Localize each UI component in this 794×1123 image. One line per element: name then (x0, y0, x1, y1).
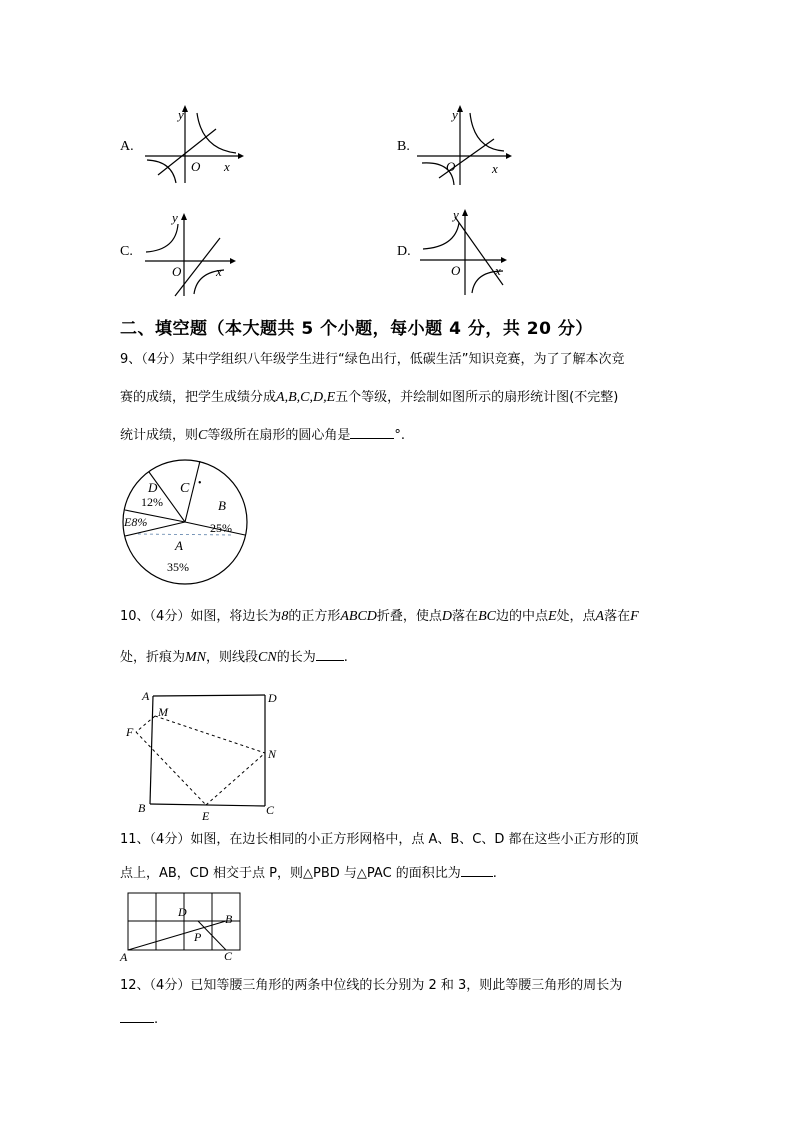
axis-y-label: y (172, 210, 178, 225)
q10-var: D (441, 609, 453, 624)
axis-y-label: y (178, 107, 184, 122)
fold-label-d: D (268, 691, 277, 705)
q10-text: ，则线段 (206, 650, 259, 665)
grid-label-c: C (224, 949, 233, 963)
q12-line2 (120, 1008, 158, 1030)
pie-label-b: B (218, 498, 226, 513)
fold-label-m: M (158, 705, 168, 719)
q10-text: 落在 (452, 609, 479, 624)
grid-label-a: A (120, 950, 128, 964)
axis-x-label: x (492, 161, 498, 176)
option-d-label: D. (397, 244, 411, 259)
option-c-label: C. (120, 244, 133, 259)
grid-label-d: D (178, 905, 187, 919)
grid-label-p: P (194, 930, 202, 944)
origin-label: O (172, 264, 182, 279)
q12-line1: 12、（4分）已知等腰三角形的两条中位线的长分别为 2 和 3，则此等腰三角形的周长为 (120, 978, 623, 993)
q10-var: E (547, 609, 557, 624)
q9-line3 (120, 424, 405, 446)
q10-line1 (120, 607, 639, 627)
q10-text: . (343, 650, 348, 665)
axis-y-label: y (452, 107, 458, 122)
pie-pct-b: 25% (210, 521, 232, 535)
fold-label-n: N (268, 747, 277, 761)
q10-text: 落在 (604, 609, 631, 624)
fold-label-b: B (138, 801, 146, 815)
option-b-graph (412, 103, 522, 185)
q10-var: F (630, 609, 639, 624)
q10-var: MN (185, 650, 207, 665)
axis-x-label: x (495, 263, 501, 278)
q10-text: 10、（4分）如图，将边长为 (120, 609, 282, 624)
grid-diagram (118, 890, 248, 964)
option-a-label: A. (120, 139, 134, 154)
origin-label: O (446, 159, 456, 174)
q9-text: 统计成绩，则 (120, 428, 199, 443)
pie-pct-a: 35% (167, 560, 189, 574)
option-c-graph (140, 210, 250, 298)
q10-var: 8 (281, 609, 289, 624)
pie-label-e: E8% (124, 515, 148, 529)
fold-label-c: C (266, 803, 275, 817)
q9-line1: 9、（4分）某中学组织八年级学生进行“绿色出行，低碳生活”知识竞赛，为了了解本次竞 (120, 352, 625, 367)
q10-text: 的长为 (276, 650, 316, 665)
section-title: 二、填空题（本大题共 5 个小题，每小题 4 分，共 20 分） (120, 319, 593, 339)
fold-label-f: F (126, 725, 134, 739)
q11-text: 点上，AB，CD 相交于点 P，则△PBD 与△PAC 的面积比为 (120, 866, 461, 881)
answer-blank[interactable] (120, 1008, 154, 1023)
answer-blank[interactable] (350, 424, 394, 439)
pie-label-c: C (180, 481, 190, 496)
fold-label-a: A (142, 689, 150, 703)
option-a-graph (140, 103, 250, 185)
axis-x-label: x (224, 159, 230, 174)
answer-blank[interactable] (461, 862, 493, 877)
q9-text: 等级所在扇形的圆心角是 (207, 428, 351, 443)
q9-var-c: C (198, 428, 208, 443)
q10-var: ABCD (340, 609, 377, 624)
answer-blank[interactable] (316, 646, 344, 661)
option-d-graph (415, 205, 515, 297)
q11-text: . (492, 866, 497, 881)
q10-text: 处，折痕为 (120, 650, 186, 665)
q11-line2 (120, 862, 497, 884)
q9-vars: A,B,C,D,E (276, 390, 336, 405)
fold-diagram (118, 686, 288, 822)
q10-text: 折叠，使点 (376, 609, 442, 624)
q10-var: CN (258, 650, 277, 665)
q10-line2 (120, 646, 348, 668)
q11-line1: 11、（4分）如图，在边长相同的小正方形网格中，点 A、B、C、D 都在这些小正方形的顶 (120, 832, 639, 847)
q10-var: A (595, 609, 605, 624)
axis-y-label: y (453, 207, 459, 222)
pie-chart (118, 458, 254, 588)
q10-text: 处，点 (556, 609, 596, 624)
axis-x-label: x (216, 264, 222, 279)
pie-label-a: A (175, 538, 183, 553)
origin-label: O (191, 159, 201, 174)
q10-text: 边的中点 (495, 609, 548, 624)
origin-label: O (451, 263, 461, 278)
pie-pct-d: 12% (141, 495, 163, 509)
q12-text: . (154, 1012, 159, 1027)
q10-var: BC (478, 609, 496, 624)
pie-label-d: D (148, 480, 158, 495)
q10-text: 的正方形 (288, 609, 341, 624)
q9-text: 五个等级，并绘制如图所示的扇形统计图(不完整) (335, 390, 619, 405)
q9-text: °. (394, 428, 406, 443)
q9-line2 (120, 388, 618, 408)
option-b-label: B. (397, 139, 410, 154)
q9-text: 赛的成绩，把学生成绩分成 (120, 390, 277, 405)
grid-label-b: B (225, 912, 233, 926)
pie-mark: • (198, 478, 202, 489)
fold-label-e: E (202, 809, 210, 822)
